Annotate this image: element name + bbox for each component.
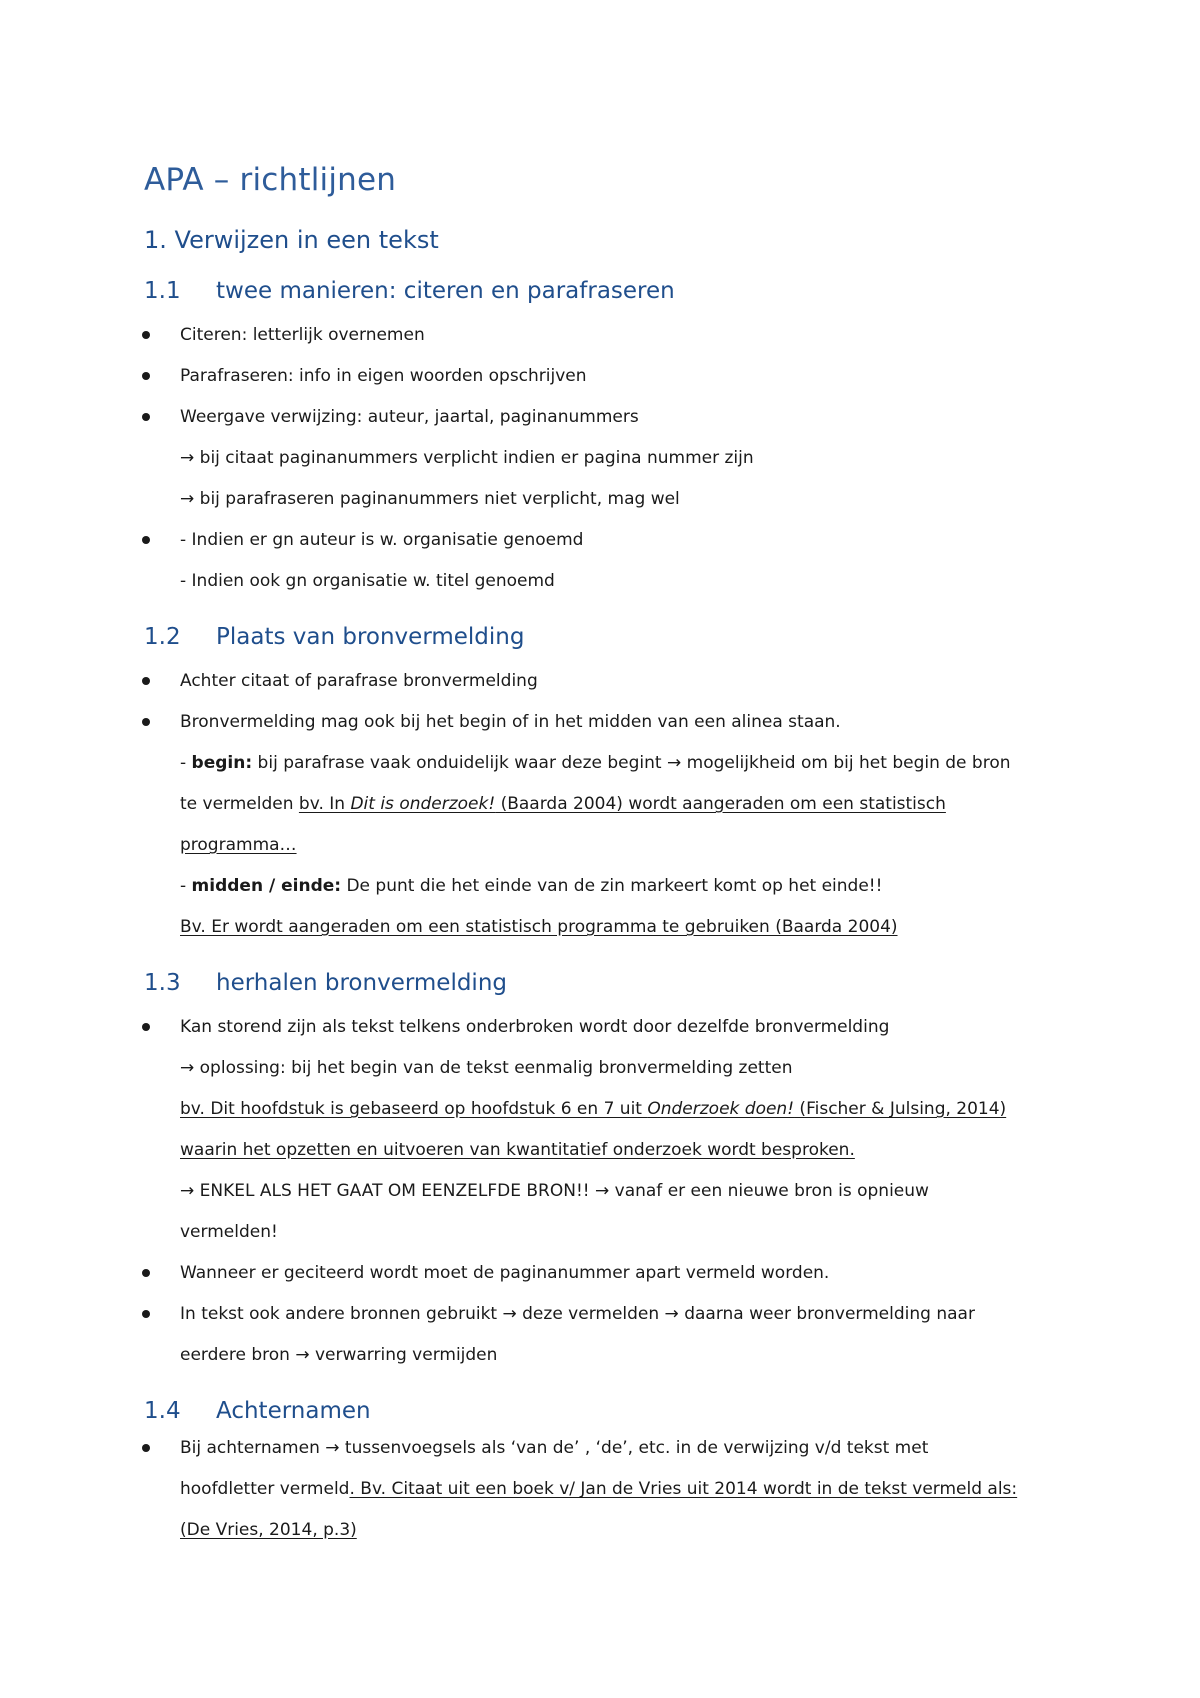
list-item: Weergave verwijzing: auteur, jaartal, paginanummers: [180, 407, 639, 427]
section-number: 1.1: [144, 278, 181, 304]
dash: -: [180, 753, 192, 773]
list-item: Bronvermelding mag ook bij het begin of in het midden van een alinea staan.: [180, 712, 841, 732]
list-item: Parafraseren: info in eigen woorden opschrijven: [180, 366, 587, 386]
text-span: te vermelden: [180, 794, 299, 814]
section-title: twee manieren: citeren en parafraseren: [216, 278, 675, 304]
underlined-example: . Bv. Citaat uit een boek v/ Jan de Vries uit 2014 wordt in de tekst vermeld als:: [349, 1479, 1018, 1499]
underlined-italic-title: Onderzoek doen!: [647, 1099, 795, 1119]
list-subline: [180, 1478, 1017, 1500]
bullet-icon: [142, 1444, 150, 1452]
list-subline: (De Vries, 2014, p.3): [180, 1520, 357, 1540]
text-span: hoofdletter vermeld: [180, 1479, 350, 1499]
list-subline: - Indien ook gn organisatie w. titel genoemd: [180, 571, 555, 591]
underlined-italic-title: Dit is onderzoek!: [350, 794, 496, 814]
section-number: 1.2: [144, 624, 181, 650]
text-span: De punt die het einde van de zin markeert komt op het einde!!: [341, 876, 883, 896]
list-subline: waarin het opzetten en uitvoeren van kwantitatief onderzoek wordt besproken.: [180, 1140, 855, 1160]
heading-verwijzen: 1. Verwijzen in een tekst: [144, 226, 439, 254]
bullet-icon: [142, 413, 150, 421]
underlined-example: bv. In: [298, 794, 351, 814]
list-subline: [180, 875, 882, 897]
bullet-icon: [142, 1023, 150, 1031]
list-subline: Bv. Er wordt aangeraden om een statistisch programma te gebruiken (Baarda 2004): [180, 917, 898, 937]
list-item: Achter citaat of parafrase bronvermelding: [180, 671, 538, 691]
dash: -: [180, 876, 192, 896]
bullet-icon: [142, 536, 150, 544]
list-subline: → bij parafraseren paginanummers niet verplicht, mag wel: [180, 489, 680, 509]
document-title: APA – richtlijnen: [144, 162, 397, 198]
list-item: Citeren: letterlijk overnemen: [180, 325, 425, 345]
list-subline: [180, 1098, 1006, 1120]
list-subline: [180, 752, 1011, 774]
underlined-example: bv. Dit hoofdstuk is gebaseerd op hoofdstuk 6 en 7 uit: [180, 1099, 648, 1119]
underlined-example: (Baarda 2004) wordt aangeraden om een statistisch: [495, 794, 946, 814]
list-item: In tekst ook andere bronnen gebruikt → deze vermelden → daarna weer bronvermelding naar: [180, 1304, 975, 1324]
heading-1-2: [144, 624, 524, 650]
bold-label: midden / einde:: [191, 876, 342, 896]
heading-1-4: [144, 1398, 371, 1424]
bullet-icon: [142, 372, 150, 380]
heading-1-3: [144, 970, 507, 996]
text-span: bij parafrase vaak onduidelijk waar deze begint → mogelijkheid om bij het begin de bron: [252, 753, 1011, 773]
section-title: Plaats van bronvermelding: [216, 624, 525, 650]
list-subline: [180, 793, 946, 815]
heading-1-1: [144, 278, 675, 304]
bullet-icon: [142, 677, 150, 685]
bold-label: begin:: [191, 753, 253, 773]
bullet-icon: [142, 331, 150, 339]
underlined-example: (Fischer & Julsing, 2014): [794, 1099, 1007, 1119]
list-subline: programma…: [180, 835, 297, 855]
section-number: 1.3: [144, 970, 181, 996]
section-title: herhalen bronvermelding: [216, 970, 508, 996]
list-subline: eerdere bron → verwarring vermijden: [180, 1345, 498, 1365]
bullet-icon: [142, 718, 150, 726]
list-item: Bij achternamen → tussenvoegsels als ‘van de’ , ‘de’, etc. in de verwijzing v/d tekst met: [180, 1438, 929, 1458]
list-subline: → ENKEL ALS HET GAAT OM EENZELFDE BRON!! → vanaf er een nieuwe bron is opnieuw: [180, 1181, 929, 1201]
list-item: Wanneer er geciteerd wordt moet de paginanummer apart vermeld worden.: [180, 1263, 830, 1283]
list-subline: vermelden!: [180, 1222, 278, 1242]
bullet-icon: [142, 1269, 150, 1277]
list-item: Kan storend zijn als tekst telkens onderbroken wordt door dezelfde bronvermelding: [180, 1017, 890, 1037]
list-subline: → oplossing: bij het begin van de tekst eenmalig bronvermelding zetten: [180, 1058, 793, 1078]
section-number: 1.4: [144, 1398, 181, 1424]
section-title: Achternamen: [216, 1398, 371, 1424]
bullet-icon: [142, 1310, 150, 1318]
list-subline: → bij citaat paginanummers verplicht indien er pagina nummer zijn: [180, 448, 754, 468]
list-item: - Indien er gn auteur is w. organisatie genoemd: [180, 530, 584, 550]
